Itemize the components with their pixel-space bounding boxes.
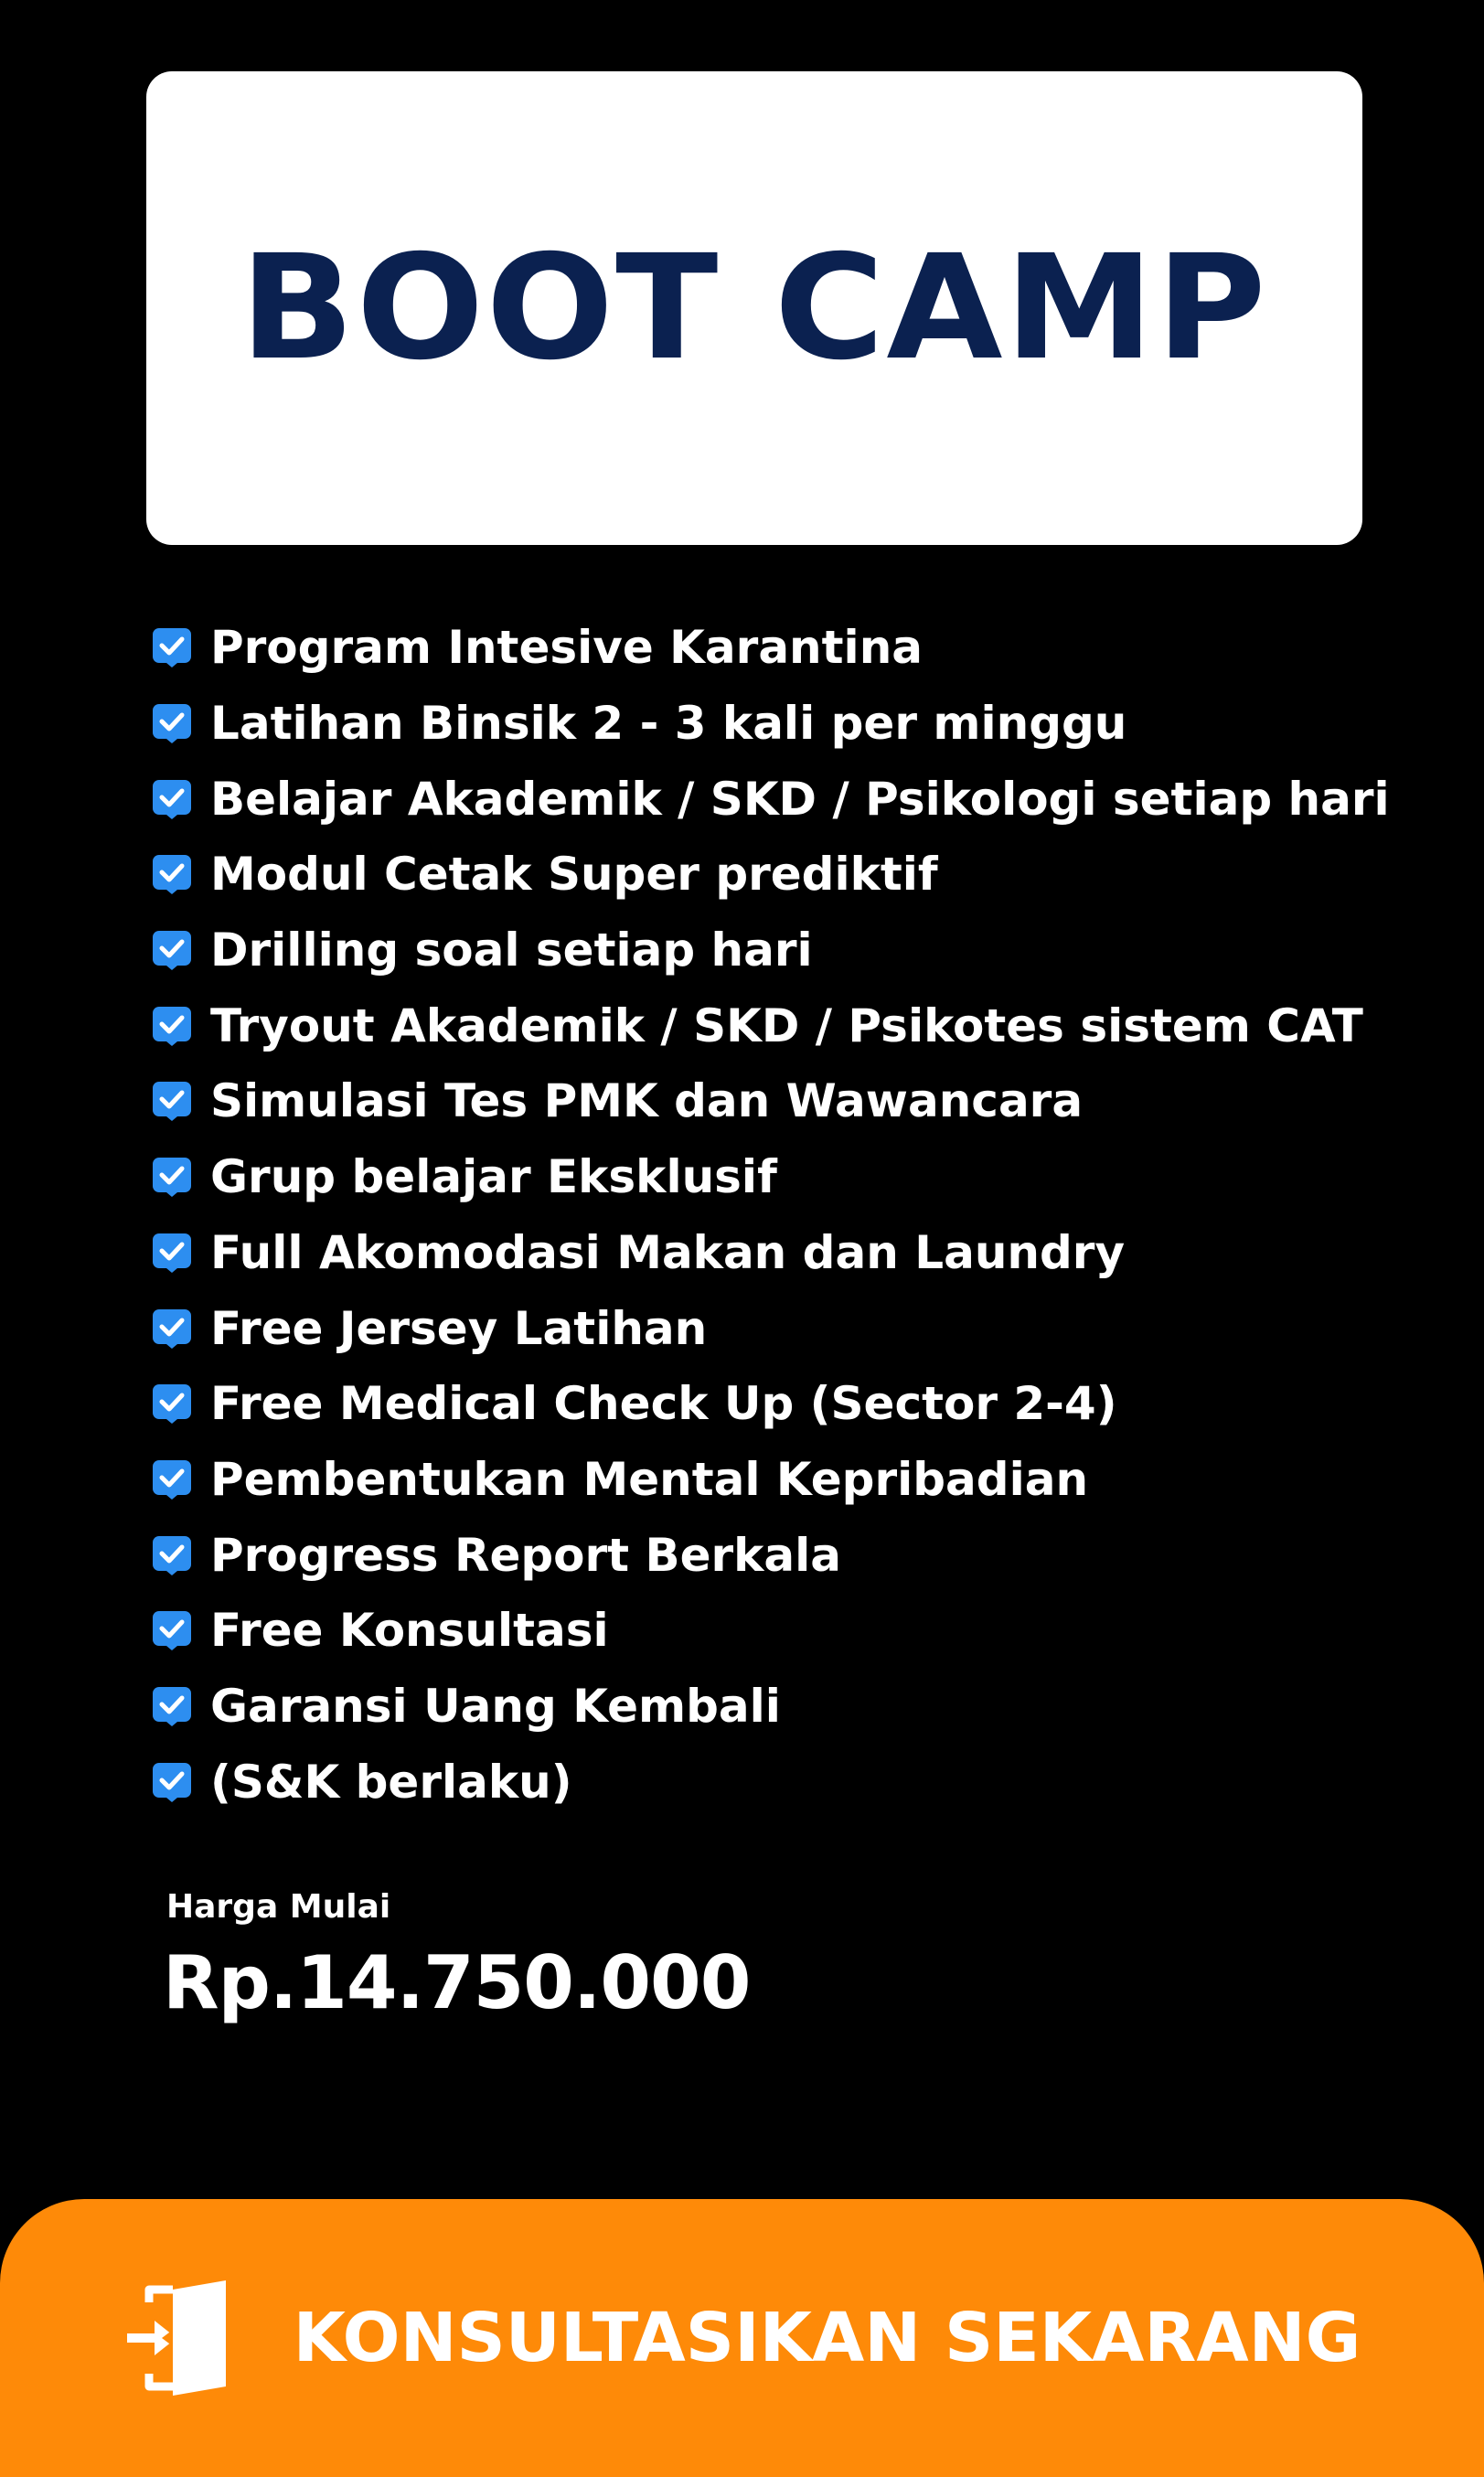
feature-item — [152, 1669, 1468, 1745]
feature-item — [152, 1139, 1468, 1215]
checkbox-checked-icon — [152, 1459, 192, 1500]
feature-item — [152, 1215, 1468, 1291]
feature-item — [152, 1063, 1468, 1139]
checkbox-checked-icon — [152, 1006, 192, 1046]
feature-label: Free Medical Check Up (Sector 2-4) — [210, 1377, 1117, 1431]
feature-label: Progress Report Berkala — [210, 1528, 842, 1582]
checkbox-checked-icon — [152, 1762, 192, 1802]
price-label: Harga Mulai — [166, 1888, 391, 1926]
checkbox-checked-icon — [152, 703, 192, 743]
feature-item — [152, 1593, 1468, 1669]
checkbox-checked-icon — [152, 854, 192, 894]
cta-label: KONSULTASIKAN SEKARANG — [293, 2299, 1361, 2377]
checkbox-checked-icon — [152, 1610, 192, 1650]
consult-now-button[interactable] — [0, 2199, 1484, 2477]
page-title: BOOT CAMP — [240, 224, 1269, 392]
feature-label: Drilling soal setiap hari — [210, 924, 813, 977]
feature-label: Garansi Uang Kembali — [210, 1679, 781, 1733]
feature-label: Belajar Akademik / SKD / Psikologi setiap hari — [210, 772, 1390, 826]
feature-label: Grup belajar Eksklusif — [210, 1150, 777, 1204]
checkbox-checked-icon — [152, 1686, 192, 1726]
feature-item — [152, 1442, 1468, 1518]
feature-item — [152, 761, 1468, 837]
feature-label: Latihan Binsik 2 - 3 kali per minggu — [210, 697, 1127, 751]
feature-label: Free Jersey Latihan — [210, 1301, 708, 1355]
checkbox-checked-icon — [152, 1081, 192, 1121]
checkbox-checked-icon — [152, 627, 192, 667]
feature-item — [152, 913, 1468, 988]
feature-label: Free Konsultasi — [210, 1604, 609, 1658]
checkbox-checked-icon — [152, 1535, 192, 1575]
feature-item — [152, 610, 1468, 686]
feature-item — [152, 837, 1468, 913]
checkbox-checked-icon — [152, 930, 192, 970]
checkbox-checked-icon — [152, 1157, 192, 1197]
title-card — [146, 71, 1362, 545]
door-enter-icon — [123, 2280, 230, 2396]
feature-label: Modul Cetak Super prediktif — [210, 848, 938, 902]
feature-item — [152, 1517, 1468, 1593]
feature-label: Program Intesive Karantina — [210, 621, 923, 675]
feature-item — [152, 1366, 1468, 1442]
checkbox-checked-icon — [152, 1308, 192, 1349]
feature-label: Full Akomodasi Makan dan Laundry — [210, 1225, 1126, 1279]
feature-item — [152, 988, 1468, 1063]
checkbox-checked-icon — [152, 779, 192, 819]
feature-label: (S&K berlaku) — [210, 1755, 572, 1809]
price-value: Rp.14.750.000 — [163, 1940, 751, 2025]
checkbox-checked-icon — [152, 1383, 192, 1424]
checkbox-checked-icon — [152, 1233, 192, 1273]
feature-list — [152, 610, 1468, 1820]
feature-item — [152, 1744, 1468, 1820]
feature-item — [152, 686, 1468, 762]
feature-item — [152, 1290, 1468, 1366]
feature-label: Simulasi Tes PMK dan Wawancara — [210, 1074, 1084, 1128]
feature-label: Tryout Akademik / SKD / Psikotes sistem CAT — [210, 998, 1363, 1052]
feature-label: Pembentukan Mental Kepribadian — [210, 1452, 1089, 1506]
